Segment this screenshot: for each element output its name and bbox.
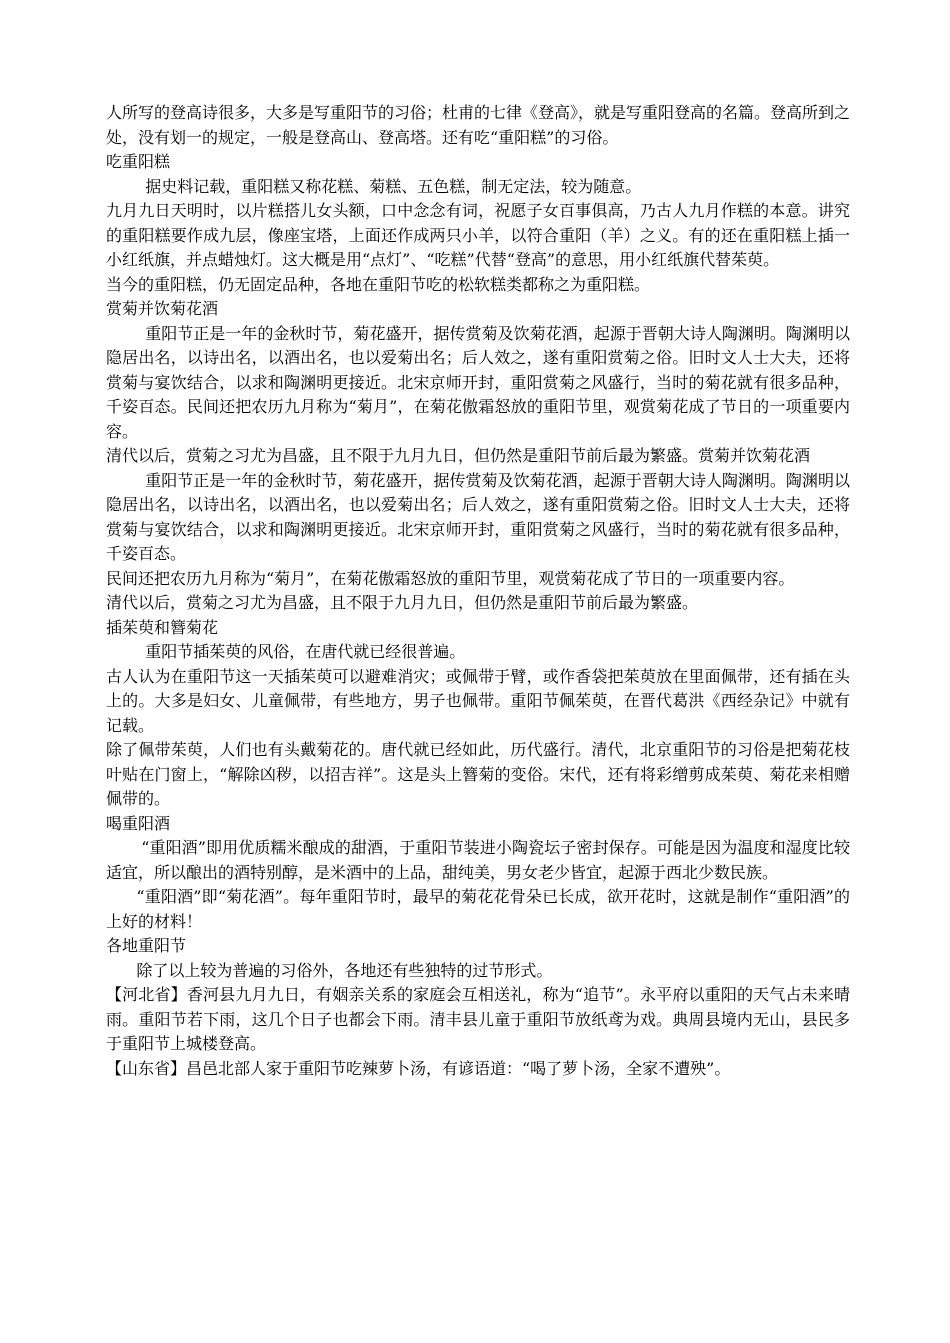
paragraph: 古人认为在重阳节这一天插茱萸可以避难消灾；或佩带于臂，或作香袋把茱萸放在里面佩带，还有插在头上的。大多是妇女、儿童佩带，有些地方，男子也佩带。重阳节佩茱萸，在晋代葛洪《西经杂记》中就有记载。 — [106, 666, 850, 735]
paragraph: 除了以上较为普遍的习俗外，各地还有些独特的过节形式。 — [136, 960, 553, 980]
section-heading-zhuyu: 插茱萸和簪菊花 — [106, 617, 219, 637]
paragraph: 【河北省】香河县九月九日，有姻亲关系的家庭会互相送礼，称为“追节”。永平府以重阳的天气占未来晴雨。重阳节若下雨，这几个日子也都会下雨。清丰县儿童于重阳节放纸鸢为戏。典周县境内无山，县民多于重阳节上城楼登高。 — [106, 985, 850, 1053]
paragraph: 九月九日天明时，以片糕搭儿女头额，口中念念有词，祝愿子女百事俱高，乃古人九月作糕的本意。讲究的重阳糕要作成九层，像座宝塔，上面还作成两只小羊，以符合重阳（羊）之义。有的还在重阳糕上插一小红纸旗，并点蜡烛灯。这大概是用“点灯”、“吃糕”代替“登高”的意思，用小红纸旗代替茱萸。 — [106, 201, 850, 269]
paragraph: “重阳酒”即用优质糯米酿成的甜酒，于重阳节装进小陶瓷坛子密封保存。可能是因为温度和湿度比较适宜，所以酿出的酒特别醇，是米酒中的上品，甜纯美，男女老少皆宜，起源于西北少数民族。 — [106, 838, 850, 882]
section-heading-chrysanthemum: 赏菊并饮菊花酒 — [106, 299, 219, 318]
document-page — [106, 101, 850, 1081]
paragraph: 除了佩带茱萸，人们也有头戴菊花的。唐代就已经如此，历代盛行。清代，北京重阳节的习俗是把菊花枝叶贴在门窗上，“解除凶秽，以招吉祥”。这是头上簪菊的变俗。宋代，还有将彩缯剪成茱萸、菊花来相赠佩带的。 — [106, 740, 850, 808]
paragraph: 据史料记载，重阳糕又称花糕、菊糕、五色糕，制无定法，较为随意。 — [145, 176, 642, 196]
section-heading-regional: 各地重阳节 — [106, 936, 187, 955]
paragraph: 当今的重阳糕，仍无固定品种，各地在重阳节吃的松软糕类都称之为重阳糕。 — [106, 274, 651, 294]
intro-paragraph: 人所写的登高诗很多，大多是写重阳节的习俗；杜甫的七律《登高》，就是写重阳登高的名篇。登高所到之处，没有划一的规定，一般是登高山、登高塔。还有吃“重阳糕”的习俗。 — [106, 103, 851, 147]
section-heading-chongyang-wine: 喝重阳酒 — [106, 813, 171, 833]
paragraph: “重阳酒”即“菊花酒”。每年重阳节时，最早的菊花花骨朵已长成，欲开花时，这就是制作“重阳酒”的上好的材料！ — [106, 887, 850, 931]
paragraph: 重阳节插茱萸的风俗，在唐代就已经很普遍。 — [145, 642, 466, 661]
paragraph: 清代以后，赏菊之习尤为昌盛，且不限于九月九日，但仍然是重阳节前后最为繁盛。赏菊并饮菊花酒 — [106, 446, 811, 465]
paragraph: 清代以后，赏菊之习尤为昌盛，且不限于九月九日，但仍然是重阳节前后最为繁盛。 — [106, 593, 699, 612]
paragraph: 重阳节正是一年的金秋时节，菊花盛开，据传赏菊及饮菊花酒，起源于晋朝大诗人陶渊明。陶渊明以隐居出名，以诗出名，以酒出名，也以爱菊出名；后人效之，遂有重阳赏菊之俗。旧时文人士大夫，还将赏菊与宴饮结合，以求和陶渊明更接近。北宋京师开封，重阳赏菊之风盛行，当时的菊花就有很多品种，千姿百态。民间还把农历九月称为“菊月”，在菊花傲霜怒放的重阳节里，观赏菊花成了节日的一项重要内容。 — [106, 323, 850, 441]
paragraph: 【山东省】昌邑北部人家于重阳节吃辣萝卜汤，有谚语道：“喝了萝卜汤，全家不遭殃”。 — [106, 1058, 731, 1078]
paragraph: 重阳节正是一年的金秋时节，菊花盛开，据传赏菊及饮菊花酒，起源于晋朝大诗人陶渊明。陶渊明以隐居出名，以诗出名，以酒出名，也以爱菊出名；后人效之，遂有重阳赏菊之俗。旧时文人士大夫，还将赏菊与宴饮结合，以求和陶渊明更接近。北宋京师开封，重阳赏菊之风盛行，当时的菊花就有很多品种，千姿百态。 — [106, 470, 850, 563]
paragraph: 民间还把农历九月称为“菊月”，在菊花傲霜怒放的重阳节里，观赏菊花成了节日的一项重要内容。 — [106, 568, 795, 588]
section-heading-chongyang-cake: 吃重阳糕 — [106, 152, 171, 171]
